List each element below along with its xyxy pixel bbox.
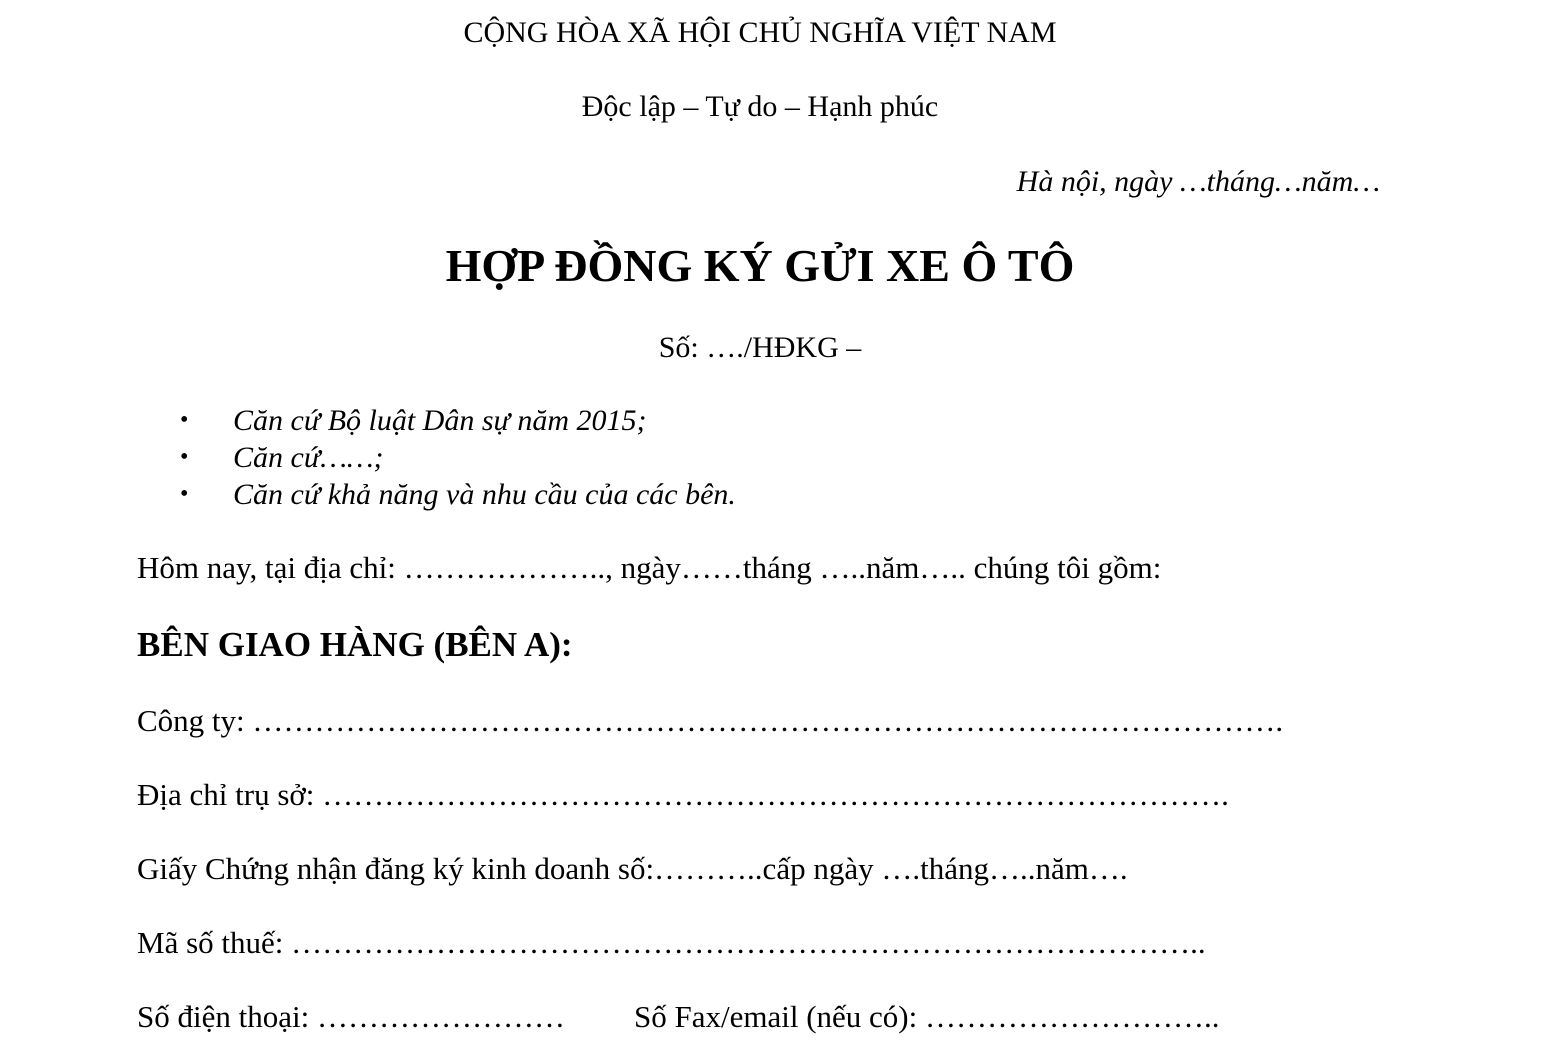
bullet-icon: • <box>180 407 189 433</box>
national-title: CỘNG HÒA XÃ HỘI CHỦ NGHĨA VIỆT NAM <box>463 16 1057 49</box>
party-a-business-license-field: Giấy Chứng nhận đăng ký kinh doanh số:………..cấp ngày ….tháng…..năm…. <box>137 851 1128 886</box>
legal-basis-text: Căn cứ……; <box>233 441 384 474</box>
contract-number: Số: …./HĐKG – <box>658 331 862 364</box>
national-motto: Độc lập – Tự do – Hạnh phúc <box>581 90 939 123</box>
party-a-company-field: Công ty: ………………………………………………………………………………………. <box>137 703 1284 738</box>
party-a-fax-email-field: Số Fax/email (nếu có): ……………………….. <box>634 999 1220 1034</box>
party-a-address-field: Địa chỉ trụ sở: ……………………………………………………………………………. <box>137 777 1229 812</box>
contract-title: HỢP ĐỒNG KÝ GỬI XE Ô TÔ <box>445 240 1075 291</box>
party-a-phone-field: Số điện thoại: …………………… <box>137 999 565 1034</box>
party-a-heading: BÊN GIAO HÀNG (BÊN A): <box>137 625 573 664</box>
intro-paragraph: Hôm nay, tại địa chỉ: ……………….., ngày……tháng …..năm….. chúng tôi gồm: <box>137 550 1162 585</box>
bullet-icon: • <box>180 444 189 470</box>
bullet-icon: • <box>180 481 189 507</box>
legal-basis-text: Căn cứ Bộ luật Dân sự năm 2015; <box>233 404 647 437</box>
place-date: Hà nội, ngày …tháng…năm… <box>1016 165 1380 198</box>
party-a-tax-code-field: Mã số thuế: …………………………………………………………………………….. <box>137 925 1206 960</box>
legal-basis-text: Căn cứ khả năng và nhu cầu của các bên. <box>233 478 736 511</box>
